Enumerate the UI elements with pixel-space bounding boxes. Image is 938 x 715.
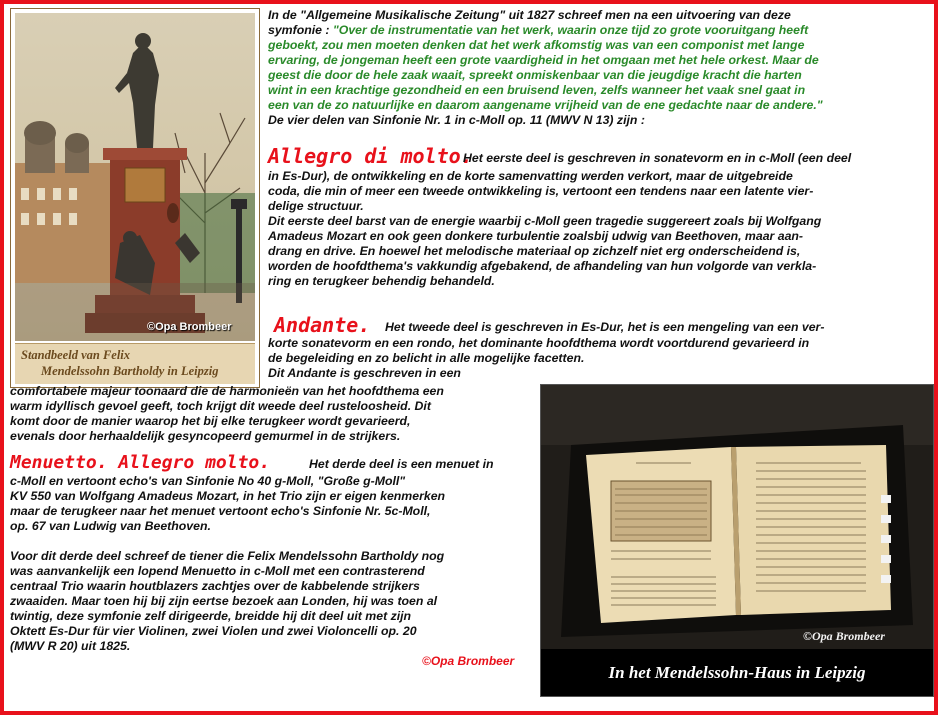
statue-watermark: ©Opa Brombeer [147,321,232,333]
statue-caption-line1: Standbeeld van Felix [21,348,131,362]
intro-line-2-prefix: symfonie : [268,23,333,37]
andante-line: de begeleiding en zo belicht in alle mogelijke facetten. [268,351,585,365]
statue-photo [10,8,260,388]
allegro-line: coda, die min of meer een tweede ontwikkeling is, vertoont een tendens naar een latente vier- [268,184,814,198]
andante-line: comfortabele majeur toonaard die de harmonieën van het hoofdthema een [10,384,444,398]
parts-line: De vier delen van Sinfonie Nr. 1 in c-Moll op. 11 (MWV N 13) zijn : [268,113,645,127]
book-photo [540,384,934,697]
menuetto-line: op. 67 van Ludwig van Beethoven. [10,519,211,533]
allegro-line: Dit eerste deel barst van de energie waarbij c-Moll geen tragedie suggereert zoals bij Wolfgang [268,214,822,228]
andante-line: evenals door herhaaldelijk gesyncopeerd gemurmel in de strijkers. [10,429,401,443]
menuetto-para2-line: twintig, deze symfonie zelf dirigeerde, breidde hij dit deel uit met zijn [10,609,412,623]
menuetto-para2-line: Voor dit derde deel schreef de tiener die Felix Mendelssohn Bartholdy nog [10,549,445,563]
allegro-line: ring en terugkeer behendig behandeld. [268,274,495,288]
quote-line-3: ervaring, de jongeman heeft een grote vaardigheid in het omgaan met het hele orkest. Maar de [268,53,819,67]
andante-heading: Andante. [274,313,371,337]
menuetto-para2-line: was aanvankelijk een lopend Menuetto in c-Moll met een contrasterend [10,564,425,578]
quote-line-6: een van de zo natuurlijke en daarom aangename vrijheid van de ene gedachte naar de andere." [268,98,823,112]
menuetto-para2-line: Oktett Es-Dur für vier Violinen, zwei Violen und zwei Violoncelli op. 20 [10,624,417,638]
allegro-line: drang en drive. En hoewel het melodische materiaal op zichzelf niet erg onderscheidend is, [268,244,801,258]
allegro-line: Amadeus Mozart en ook geen donkere turbulentie zoalsbij udwig van Beethoven, maar aan- [268,229,804,243]
allegro-first-line: Het eerste deel is geschreven in sonatevorm en in c-Moll (een deel [463,151,852,165]
andante-line: Dit Andante is geschreven in een [268,366,461,380]
menuetto-heading: Menuetto. Allegro molto. [10,452,271,473]
menuetto-first-line: Het derde deel is een menuet in [309,457,494,471]
credit: ©Opa Brombeer [422,654,515,668]
book-watermark: ©Opa Brombeer [803,629,885,643]
quote-line-5: wint in een krachtige gezondheid en een bruisend leven, zelfs wanneer het vaak snel gaat in [268,83,806,97]
menuetto-para2-line: zwaaiden. Maar toen hij bij zijn eertse bezoek aan Londen, hij was toen al [10,594,438,608]
book-caption: In het Mendelssohn-Haus in Leipzig [541,649,933,696]
quote-line-1: "Over de instrumentatie van het werk, waarin onze tijd zo grote vooruitgang heeft [332,23,809,37]
intro-line-1: In de "Allgemeine Musikalische Zeitung" uit 1827 schreef men na een uitvoering van deze [268,8,791,22]
allegro-line: worden de hoofdthema's vakkundig afgebakend, de afhandeling van hun volgorde van verkla- [268,259,817,273]
statue-caption [15,343,255,384]
andante-first-line: Het tweede deel is geschreven in Es-Dur, het is een mengeling van een ver- [385,320,825,334]
quote-line-4: geest die door de hele zaak waait, spreekt onmiskenbaar van die jeugdige kracht die harten [268,68,802,82]
menuetto-line: c-Moll en vertoont echo's van Sinfonie No 40 g-Moll, "Große g-Moll" [10,474,406,488]
allegro-heading: Allegro di molto. [268,144,473,168]
statue-caption-line2: Mendelssohn Bartholdy in Leipzig [41,364,219,378]
intro-line-2 [268,23,808,38]
menuetto-line: maar de terugkeer naar het menuet vertoont echo's Sinfonie Nr. 5c-Moll, [10,504,431,518]
book-image [541,385,933,649]
statue-image [15,13,255,341]
menuetto-line: KV 550 van Wolfgang Amadeus Mozart, in het Trio zijn er eigen kenmerken [10,489,446,503]
menuetto-para2-line: (MWV R 20) uit 1825. [10,639,131,653]
allegro-line: delige structuur. [268,199,364,213]
quote-line-2: geboekt, zou men moeten denken dat het werk afkomstig was van een componist met lange [268,38,805,52]
andante-line: korte sonatevorm en een rondo, het dominante hoofdthema wordt voortdurend gevarieerd in [268,336,810,350]
andante-line: warm idyllisch gevoel geeft, toch krijgt dit weede deel rusteloosheid. Dit [10,399,431,413]
menuetto-para2-line: centraal Trio waarin houtblazers zachtjes over de kabbelende strijkers [10,579,420,593]
allegro-line: in Es-Dur), de ontwikkeling en de korte samenvatting werden verkort, maar de uitgebreide [268,169,793,183]
andante-line: komt door de manier waarop het bij elke terugkeer wordt gevarieerd, [10,414,411,428]
